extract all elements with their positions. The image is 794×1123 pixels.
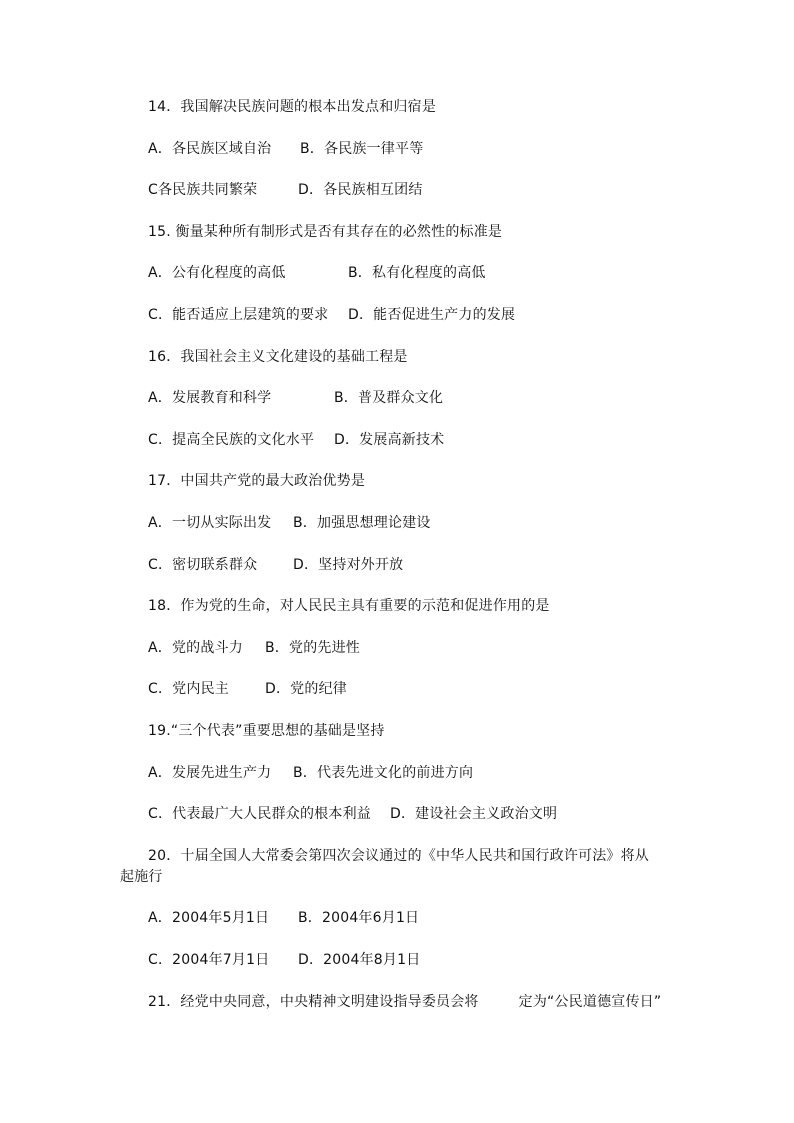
options-row xyxy=(148,680,347,698)
question-stem-17: 17．中国共产党的最大政治优势是 xyxy=(148,473,366,489)
option-a: A．党的战斗力 xyxy=(148,640,243,656)
option-d: D．能否促进生产力的发展 xyxy=(348,307,516,323)
question-stem-20: 20．十届全国人大常委会第四次会议通过的《中华人民共和国行政许可法》将从 xyxy=(148,848,650,864)
option-a: A．发展先进生产力 xyxy=(148,765,272,781)
option-c: C．提高全民族的文化水平 xyxy=(148,432,315,448)
option-b: B．普及群众文化 xyxy=(334,390,444,406)
question-stem-18: 18．作为党的生命，对人民民主具有重要的示范和促进作用的是 xyxy=(148,598,550,614)
options-row xyxy=(148,389,443,407)
question-stem-21-text: 21．经党中央同意，中央精神文明建设指导委员会将 xyxy=(148,994,479,1010)
question-stem-21 xyxy=(148,993,661,1011)
options-row xyxy=(148,181,423,199)
option-c: C．能否适应上层建筑的要求 xyxy=(148,307,329,323)
option-c: C．党内民主 xyxy=(148,681,229,697)
question-stem-21-tail: 定为“公民道德宣传日” xyxy=(518,994,662,1010)
option-a: A．2004年5月1日 xyxy=(148,910,270,926)
options-row xyxy=(148,140,423,158)
option-c: C．代表最广大人民群众的根本利益 xyxy=(148,806,371,822)
option-b: B．加强思想理论建设 xyxy=(293,515,431,531)
question-stem-19: 19.“三个代表”重要思想的基础是坚持 xyxy=(148,723,385,739)
option-c: C．2004年7月1日 xyxy=(148,952,270,968)
options-row xyxy=(148,556,403,574)
option-d: D．党的纪律 xyxy=(265,681,347,697)
question-stem-16: 16．我国社会主义文化建设的基础工程是 xyxy=(148,349,408,365)
option-b: B．2004年6月1日 xyxy=(298,910,420,926)
options-row xyxy=(148,909,419,927)
question-stem-15: 15. 衡量某种所有制形式是否有其存在的必然性的标准是 xyxy=(148,224,503,240)
option-c: C．密切联系群众 xyxy=(148,557,258,573)
option-b: B．代表先进文化的前进方向 xyxy=(293,765,474,781)
option-d: D．坚持对外开放 xyxy=(293,557,404,573)
option-a: A．各民族区域自治 xyxy=(148,141,272,157)
options-row xyxy=(148,951,420,969)
option-b: B．党的先进性 xyxy=(265,640,361,656)
option-a: A．公有化程度的高低 xyxy=(148,265,286,281)
options-row xyxy=(148,431,444,449)
options-row xyxy=(148,639,360,657)
option-c: C各民族共同繁荣 xyxy=(148,182,258,198)
options-row xyxy=(148,514,431,532)
question-stem-14: 14．我国解决民族问题的根本出发点和归宿是 xyxy=(148,99,437,115)
options-row xyxy=(148,306,515,324)
option-a: A．一切从实际出发 xyxy=(148,515,272,531)
option-d: D．2004年8月1日 xyxy=(298,952,421,968)
option-d: D．发展高新技术 xyxy=(334,432,445,448)
option-a: A．发展教育和科学 xyxy=(148,390,272,406)
options-row xyxy=(148,264,486,282)
question-stem-20-continued: 起施行 xyxy=(120,869,163,885)
option-b: B．私有化程度的高低 xyxy=(348,265,486,281)
options-row xyxy=(148,805,557,823)
options-row xyxy=(148,764,473,782)
option-d: D．建设社会主义政治文明 xyxy=(390,806,558,822)
option-d: D．各民族相互团结 xyxy=(298,182,423,198)
option-b: B．各民族一律平等 xyxy=(300,141,424,157)
